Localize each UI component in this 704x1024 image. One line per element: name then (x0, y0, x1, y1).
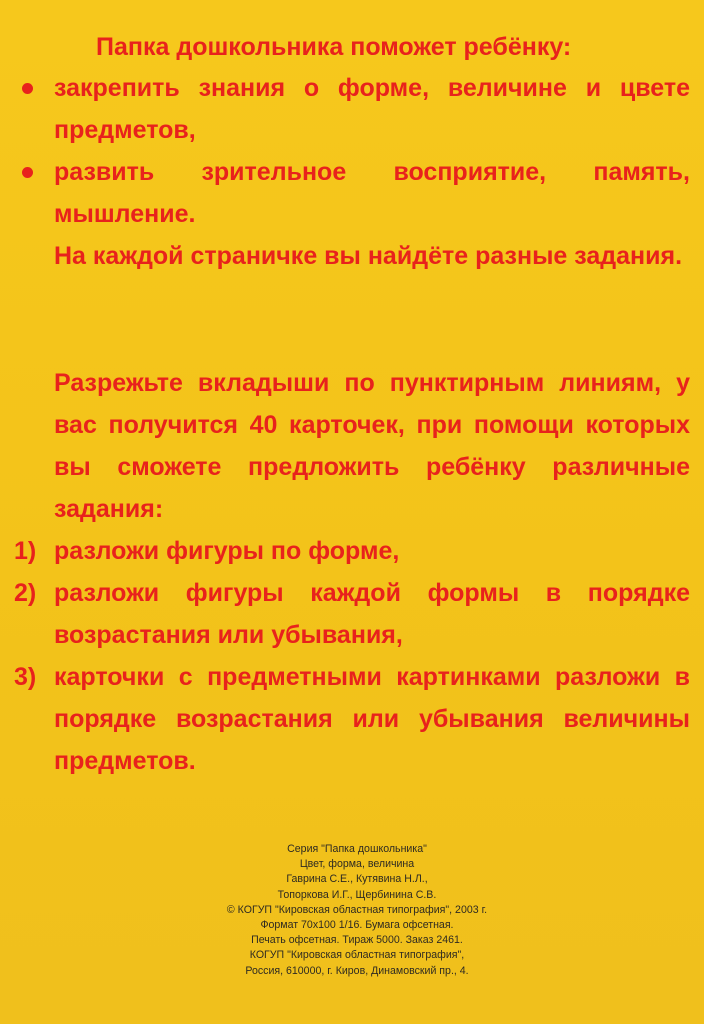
goal-item-2: развить зрительное восприятие, память, мышление. (54, 158, 690, 228)
imprint-print-run: Печать офсетная. Тираж 5000. Заказ 2461. (251, 934, 463, 947)
step-text-2: разложи фигуры каждой формы в порядке возрастания или убывания, (54, 579, 690, 649)
page-heading: Папка дошкольника поможет ребёнку: (96, 33, 572, 61)
bullet-icon (22, 83, 33, 94)
imprint-authors-2: Топоркова И.Г., Щербинина С.В. (277, 888, 437, 901)
step-number-2: 2) (14, 579, 37, 607)
imprint-series: Серия "Папка дошкольника" (287, 843, 427, 855)
tasks-note: На каждой страничке вы найдёте разные задания. (54, 242, 683, 270)
step-text-1: разложи фигуры по форме, (54, 537, 400, 565)
imprint-copyright: © КОГУП "Кировская областная типография", 2003 г. (226, 903, 488, 916)
goal-item-1: закрепить знания о форме, величине и цвете предметов, (54, 74, 690, 144)
step-number-1: 1) (14, 537, 37, 565)
imprint-format: Формат 70х100 1/16. Бумага офсетная. (260, 919, 454, 932)
imprint-authors-1: Гаврина С.Е., Кутявина Н.Л., (286, 873, 428, 886)
imprint-publisher: КОГУП "Кировская областная типография", (249, 949, 465, 962)
imprint-address: Россия, 610000, г. Киров, Динамовский пр., 4. (245, 964, 469, 977)
publication-imprint (180, 842, 534, 979)
imprint-title: Цвет, форма, величина (299, 858, 415, 871)
step-text-3: карточки с предметными картинками разложи в порядке возрастания или убывания величины предметов. (54, 663, 690, 775)
bullet-icon (22, 167, 33, 178)
instructions-paragraph: Разрежьте вкладыши по пунктирным линиям, у вас получится 40 карточек, при помощи которых вы сможете предложить ребёнку различные задания: (54, 369, 690, 523)
step-number-3: 3) (14, 663, 37, 691)
